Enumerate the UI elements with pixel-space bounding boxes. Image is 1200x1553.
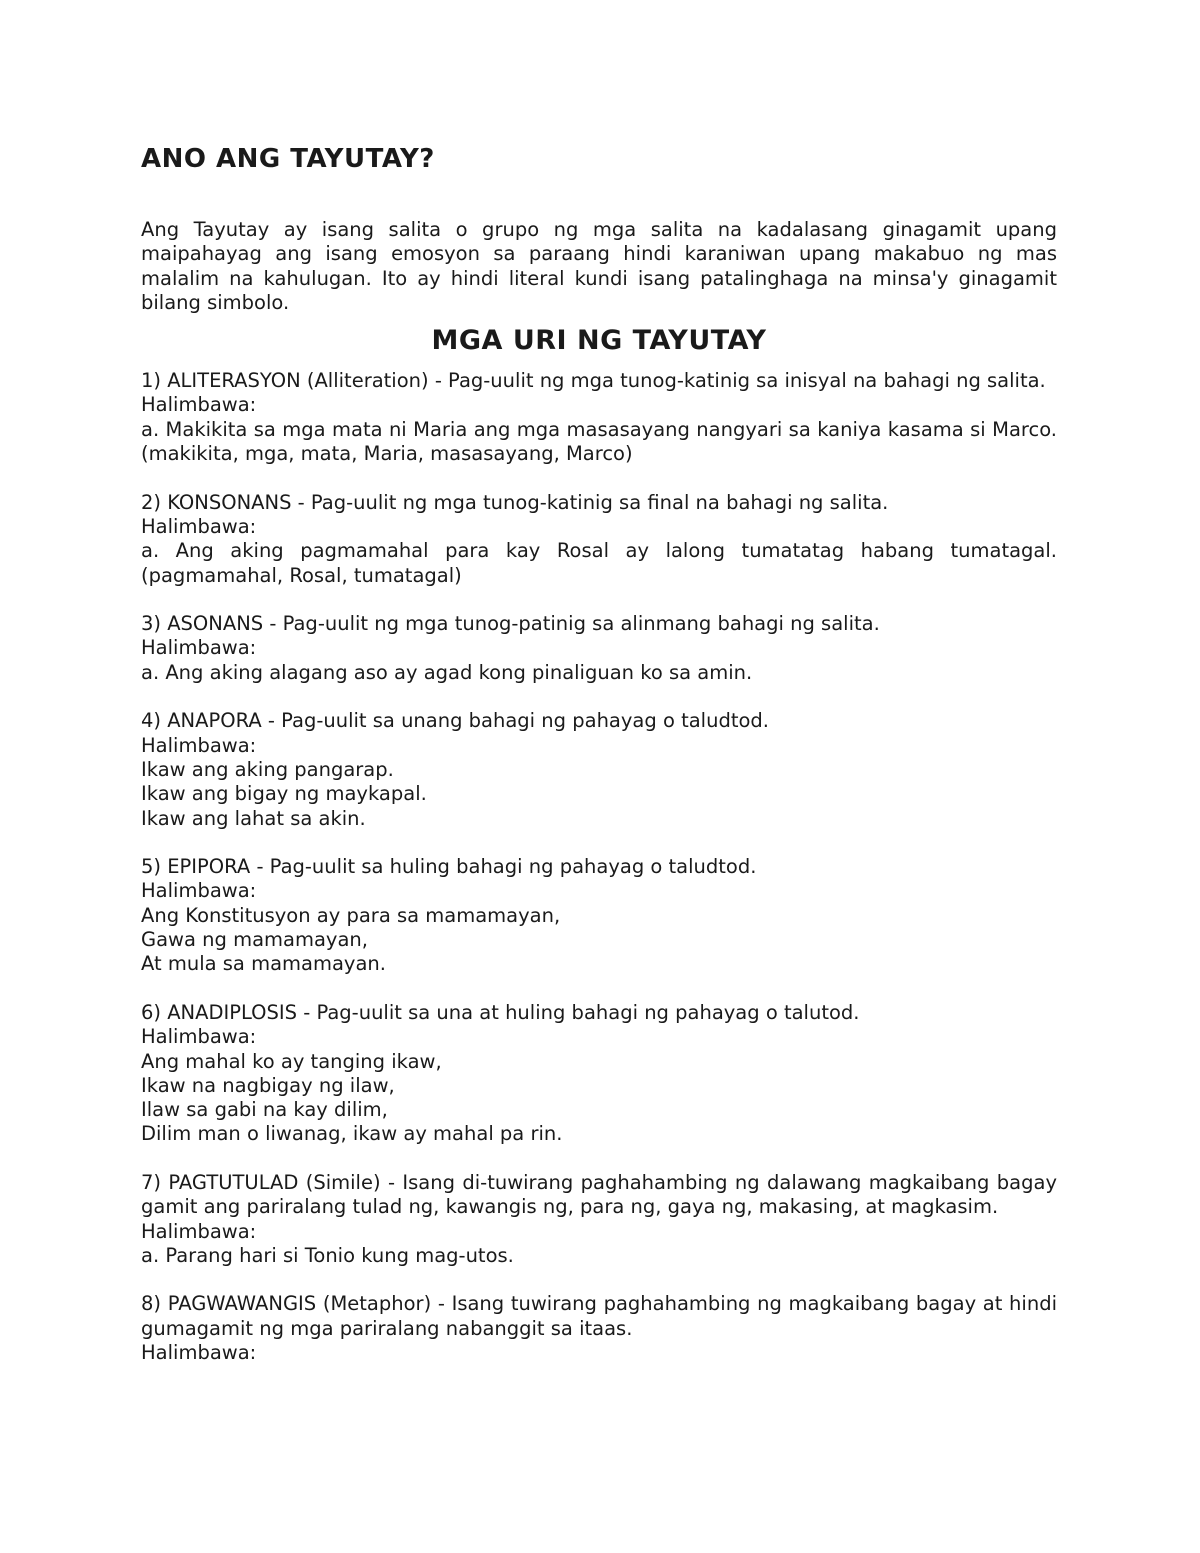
tayutay-type-2 [141,491,1057,588]
tayutay-type-4 [141,709,1057,830]
type-definition: 6) ANADIPLOSIS - Pag-uulit sa una at huling bahagi ng pahayag o talutod. [141,1000,860,1024]
intro-paragraph: Ang Tayutay ay isang salita o grupo ng mga salita na kadalasang ginagamit upang maipahayag ang isang emosyon sa paraang hindi karaniwan upang makabuo ng mas malalim na kahulugan. Ito ay hindi literal kundi isang patalinghaga na minsa'y ginagamit bilang simbolo. [141,218,1057,314]
type-definition: 2) KONSONANS - Pag-uulit ng mga tunog-katinig sa final na bahagi ng salita. [141,490,889,514]
type-definition: 8) PAGWAWANGIS (Metaphor) - Isang tuwirang paghahambing ng magkaibang bagay at hindi gumagamit ng mga pariralang nabanggit sa itaas. [141,1292,1057,1340]
document-title: ANO ANG TAYUTAY? [141,144,435,174]
example-label: Halimbawa: [141,393,257,417]
tayutay-type-1 [141,369,1057,466]
example-label: Halimbawa: [141,636,257,660]
example-line: Dilim man o liwanag, ikaw ay mahal pa rin. [141,1122,563,1146]
example-label: Halimbawa: [141,879,257,903]
example-line: At mula sa mamamayan. [141,952,386,976]
example-line: a. Ang aking alagang aso ay agad kong pinaliguan ko sa amin. [141,660,753,684]
example-line: Ilaw sa gabi na kay dilim, [141,1098,388,1122]
tayutay-type-7 [141,1171,1057,1268]
example-line: Ikaw ang lahat sa akin. [141,806,366,830]
example-line: a. Ang aking pagmamahal para kay Rosal ay lalong tumatatag habang tumatagal. (pagmamahal, Rosal, tumatagal) [141,539,1057,587]
tayutay-type-3 [141,612,1057,685]
example-line: Gawa ng mamamayan, [141,928,368,952]
example-label: Halimbawa: [141,514,257,538]
type-definition: 3) ASONANS - Pag-uulit ng mga tunog-patinig sa alinmang bahagi ng salita. [141,612,880,636]
example-label: Halimbawa: [141,1219,257,1243]
tayutay-type-5 [141,855,1057,976]
example-label: Halimbawa: [141,733,257,757]
example-line: Ang Konstitusyon ay para sa mamamayan, [141,903,561,927]
section-title: MGA URI NG TAYUTAY [431,325,767,357]
example-line: Ikaw na nagbigay ng ilaw, [141,1073,395,1097]
example-line: Ikaw ang aking pangarap. [141,757,394,781]
example-label: Halimbawa: [141,1341,257,1365]
type-definition: 7) PAGTUTULAD (Simile) - Isang di-tuwirang paghahambing ng dalawang magkaibang bagay gamit ang pariralang tulad ng, kawangis ng, para ng, gaya ng, makasing, at magkasim. [141,1170,1057,1219]
type-definition: 5) EPIPORA - Pag-uulit sa huling bahagi ng pahayag o taludtod. [141,855,757,879]
tayutay-type-8 [141,1292,1057,1365]
tayutay-types-list [141,369,1057,1365]
tayutay-type-6 [141,1001,1057,1147]
document-body [141,142,1057,1390]
example-line: a. Parang hari si Tonio kung mag-utos. [141,1243,514,1267]
type-definition: 1) ALITERASYON (Alliteration) - Pag-uulit ng mga tunog-katinig sa inisyal na bahagi ng salita. [141,369,1046,393]
example-line: a. Makikita sa mga mata ni Maria ang mga masasayang nangyari sa kaniya kasama si Marco. (makikita, mga, mata, Maria, masasayang, Marco) [141,417,1057,466]
example-line: Ikaw ang bigay ng maykapal. [141,782,427,806]
type-definition: 4) ANAPORA - Pag-uulit sa unang bahagi ng pahayag o taludtod. [141,709,769,733]
example-line: Ang mahal ko ay tanging ikaw, [141,1049,442,1073]
example-label: Halimbawa: [141,1025,257,1049]
